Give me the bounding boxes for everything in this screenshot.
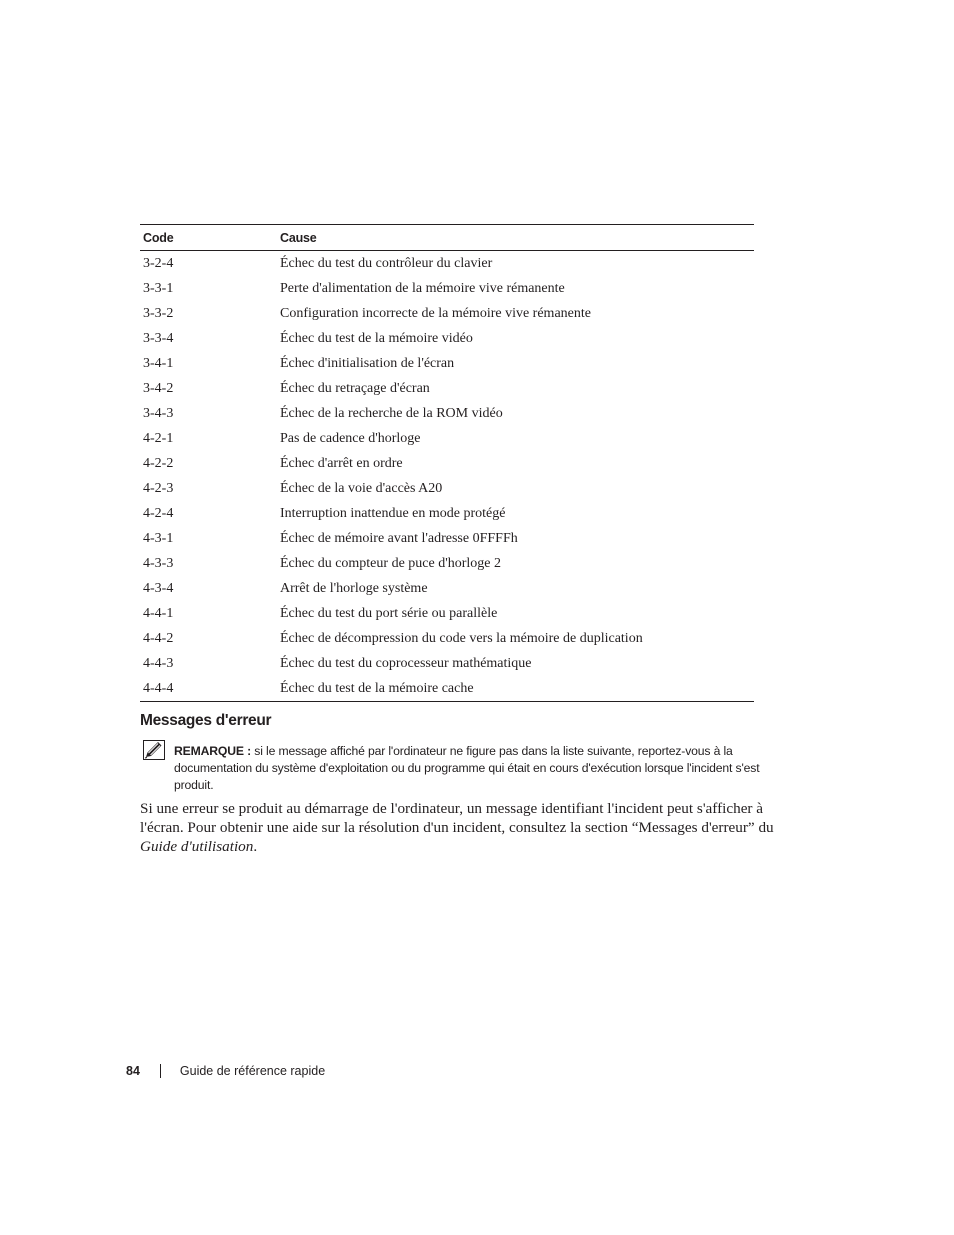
cell-code: 4-2-4: [143, 505, 174, 521]
cell-cause: Configuration incorrecte de la mémoire vive rémanente: [280, 305, 591, 321]
table-row: [140, 276, 754, 301]
table-row: [140, 351, 754, 376]
cell-code: 3-4-1: [143, 355, 174, 371]
cell-cause: Perte d'alimentation de la mémoire vive rémanente: [280, 280, 565, 296]
cell-code: 4-2-1: [143, 430, 174, 446]
page-footer: [126, 1062, 325, 1080]
cell-cause: Échec de mémoire avant l'adresse 0FFFFh: [280, 530, 518, 546]
table-row: [140, 576, 754, 601]
para-text: Si une erreur se produit au démarrage de l'ordinateur, un message identifiant l'incident peut s'afficher à l'écran. Pour obtenir une aide sur la résolution d'un incident, consultez la section “Messages d'erreur” du: [140, 800, 774, 836]
cell-cause: Échec d'arrêt en ordre: [280, 455, 403, 471]
note-pencil-icon: [143, 740, 165, 760]
table-row: [140, 651, 754, 676]
note-label: REMARQUE :: [174, 744, 252, 758]
page-number: 84: [126, 1064, 140, 1078]
error-code-table: [140, 224, 754, 702]
table-row: [140, 501, 754, 526]
table-row: [140, 301, 754, 326]
note-body: si le message affiché par l'ordinateur ne figure pas dans la liste suivante, reportez-vous à la documentation du système d'exploitation ou du programme qui était en cours d'exécution lorsque l'incident s'est produit.: [174, 744, 760, 792]
guide-title: Guide d'utilisation: [140, 838, 254, 855]
table-row: [140, 451, 754, 476]
cell-code: 3-3-1: [143, 280, 174, 296]
cell-cause: Échec de décompression du code vers la mémoire de duplication: [280, 630, 643, 646]
cell-cause: Pas de cadence d'horloge: [280, 430, 421, 446]
cell-cause: Échec du compteur de puce d'horloge 2: [280, 555, 501, 571]
cell-cause: Échec du test du coprocesseur mathématique: [280, 655, 532, 671]
cell-cause: Échec de la voie d'accès A20: [280, 480, 443, 496]
table-row: [140, 251, 754, 276]
cell-code: 3-4-3: [143, 405, 174, 421]
cell-code: 4-2-2: [143, 455, 174, 471]
table-header: [140, 225, 754, 251]
note-text: [174, 743, 786, 794]
header-cause: Cause: [280, 230, 317, 245]
cell-code: 3-4-2: [143, 380, 174, 396]
cell-cause: Arrêt de l'horloge système: [280, 580, 428, 596]
table-row: [140, 426, 754, 451]
table-row: [140, 326, 754, 351]
table-row: [140, 476, 754, 501]
para-end: .: [253, 838, 258, 855]
table-row: [140, 626, 754, 651]
table-row: [140, 526, 754, 551]
cell-cause: Échec d'initialisation de l'écran: [280, 355, 455, 371]
cell-code: 3-2-4: [143, 255, 174, 271]
cell-cause: Échec du retraçage d'écran: [280, 380, 430, 396]
table-row: [140, 401, 754, 426]
cell-code: 4-2-3: [143, 480, 174, 496]
table-body: [140, 251, 754, 701]
header-code: Code: [143, 230, 174, 245]
body-paragraph: [140, 799, 792, 856]
cell-cause: Échec du test de la mémoire cache: [280, 680, 474, 696]
cell-cause: Échec du test de la mémoire vidéo: [280, 330, 473, 346]
table-row: [140, 676, 754, 701]
table-row: [140, 601, 754, 626]
cell-code: 4-3-3: [143, 555, 174, 571]
cell-code: 4-3-1: [143, 530, 174, 546]
table-row: [140, 376, 754, 401]
cell-code: 3-3-2: [143, 305, 174, 321]
cell-cause: Échec du test du port série ou parallèle: [280, 605, 498, 621]
cell-code: 3-3-4: [143, 330, 174, 346]
section-title: Messages d'erreur: [140, 712, 272, 729]
footer-title: Guide de référence rapide: [179, 1064, 326, 1078]
cell-code: 4-4-4: [143, 680, 174, 696]
table-row: [140, 551, 754, 576]
cell-cause: Interruption inattendue en mode protégé: [280, 505, 506, 521]
cell-code: 4-3-4: [143, 580, 174, 596]
cell-code: 4-4-1: [143, 605, 174, 621]
cell-code: 4-4-3: [143, 655, 174, 671]
footer-divider: [160, 1064, 161, 1078]
cell-code: 4-4-2: [143, 630, 174, 646]
cell-cause: Échec du test du contrôleur du clavier: [280, 255, 493, 271]
cell-cause: Échec de la recherche de la ROM vidéo: [280, 405, 503, 421]
